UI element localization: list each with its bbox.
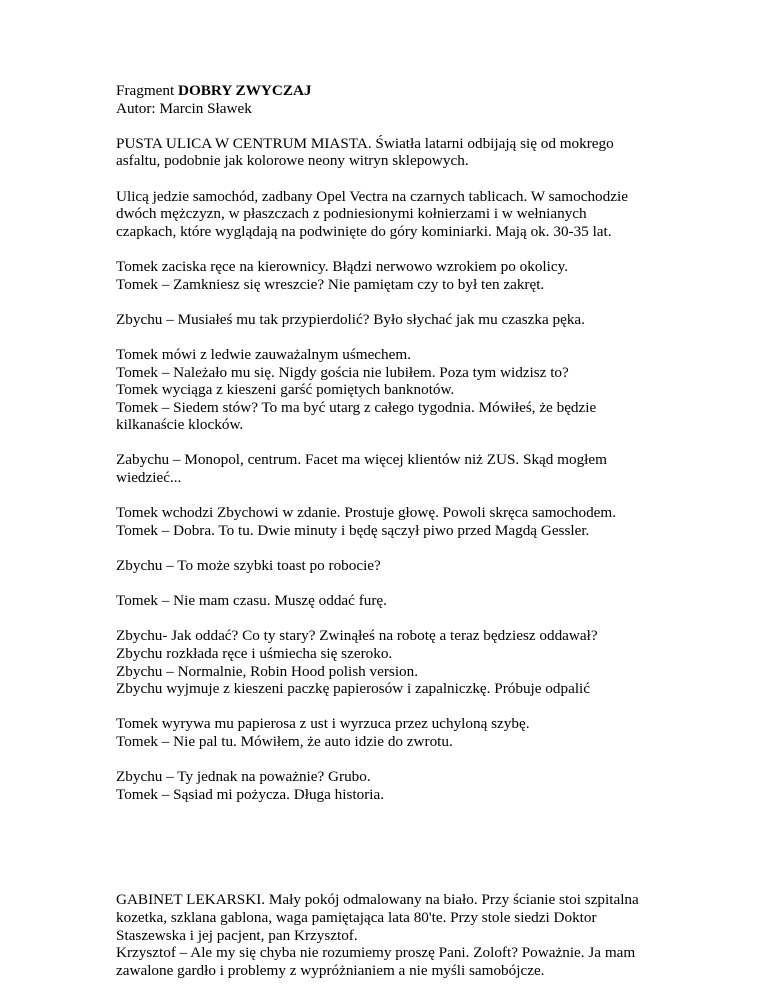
text-line: Tomek – Nie mam czasu. Muszę oddać furę.	[116, 592, 387, 610]
text-line: Ulicą jedzie samochód, zadbany Opel Vectra na czarnych tablicach. W samochodzie	[116, 187, 628, 205]
text-line: Tomek – Sąsiad mi pożycza. Długa historia.	[116, 785, 385, 803]
text-line: Tomek mówi z ledwie zauważalnym uśmechem.	[116, 345, 411, 363]
text-line: Zabychu – Monopol, centrum. Facet ma więcej klientów niż ZUS. Skąd mogłem	[116, 451, 607, 469]
text-line: kozetka, szklana gablona, waga pamiętająca lata 80'te. Przy stole siedzi Doktor	[116, 908, 597, 926]
scene-break	[116, 821, 656, 891]
text-line: Zbychu wyjmuje z kieszeni paczkę papierosów i zapalniczkę. Próbuje odpalić	[116, 680, 591, 698]
paragraph	[116, 258, 656, 293]
text-line: zawalone gardło i problemy z wypróżnianiem a nie myśli samobójcze.	[116, 961, 545, 979]
author-line: Autor: Marcin Sławek	[116, 99, 252, 117]
text-line: Tomek – Nie pal tu. Mówiłem, że auto idzie do zwrotu.	[116, 732, 453, 750]
text-line: dwóch mężczyzn, w płaszczach z podniesionymi kołnierzami i w wełnianych	[116, 205, 587, 223]
text-line: czapkach, które wyglądają na podwinięte do góry kominiarki. Mają ok. 30-35 lat.	[116, 222, 612, 240]
paragraph	[116, 557, 656, 575]
text-line: Tomek – Należało mu się. Nigdy gościa nie lubiłem. Poza tym widzisz to?	[116, 363, 569, 381]
text-line: Krzysztof – Ale my się chyba nie rozumiemy proszę Pani. Zoloft? Poważnie. Ja mam	[116, 944, 636, 962]
text-line: Tomek wyrywa mu papierosa z ust i wyrzuca przez uchyloną szybę.	[116, 715, 530, 733]
document-page	[116, 82, 656, 997]
paragraph	[116, 311, 656, 329]
text-line: Tomek wyciąga z kieszeni garść pomiętych banknotów.	[116, 381, 455, 399]
paragraph	[116, 451, 656, 486]
text-line: Zbychu – Ty jednak na poważnie? Grubo.	[116, 768, 371, 786]
text-line: Staszewska i jej pacjent, pan Krzysztof.	[116, 926, 358, 944]
document-title: DOBRY ZWYCZAJ	[178, 82, 312, 99]
text-line: Tomek wchodzi Zbychowi w zdanie. Prostuje głowę. Powoli skręca samochodem.	[116, 504, 617, 522]
paragraph	[116, 715, 656, 750]
scene-two	[116, 891, 656, 979]
text-line: Zbychu rozkłada ręce i uśmiecha się szeroko.	[116, 645, 393, 662]
paragraph	[116, 188, 656, 241]
text-line: Tomek – Dobra. To tu. Dwie minuty i będę sączył piwo przed Magdą Gessler.	[116, 521, 590, 539]
fragment-prefix: Fragment	[116, 82, 179, 99]
text-line: kilkanaście klocków.	[116, 416, 244, 434]
paragraph	[116, 346, 656, 434]
document-header	[116, 82, 656, 117]
text-line: Tomek – Zamkniesz się wreszcie? Nie pamiętam czy to był ten zakręt.	[116, 275, 545, 293]
text-line: GABINET LEKARSKI. Mały pokój odmalowany na biało. Przy ścianie stoi szpitalna	[116, 891, 639, 909]
paragraph	[116, 135, 656, 170]
text-line: Zbychu – To może szybki toast po robocie?	[116, 557, 381, 575]
text-line: Zbychu – Normalnie, Robin Hood polish version.	[116, 662, 419, 680]
text-line: Tomek zaciska ręce na kierownicy. Błądzi nerwowo wzrokiem po okolicy.	[116, 257, 569, 275]
text-line: wiedzieć...	[116, 469, 182, 487]
text-line: Tomek – Siedem stów? To ma być utarg z całego tygodnia. Mówiłeś, że będzie	[116, 398, 597, 416]
text-line: asfaltu, podobnie jak kolorowe neony witryn sklepowych.	[116, 152, 469, 170]
paragraph	[116, 768, 656, 803]
text-line: PUSTA ULICA W CENTRUM MIASTA. Światła latarni odbijają się od mokrego	[116, 134, 614, 152]
paragraph	[116, 504, 656, 539]
title-line	[116, 82, 656, 100]
paragraph	[116, 627, 656, 697]
text-line: Zbychu- Jak oddać? Co ty stary? Zwinąłeś na robotę a teraz będziesz oddawał?	[116, 627, 598, 645]
paragraph	[116, 592, 656, 610]
text-line: Zbychu – Musiałeś mu tak przypierdolić? Było słychać jak mu czaszka pęka.	[116, 310, 585, 328]
scene-one	[116, 135, 656, 804]
